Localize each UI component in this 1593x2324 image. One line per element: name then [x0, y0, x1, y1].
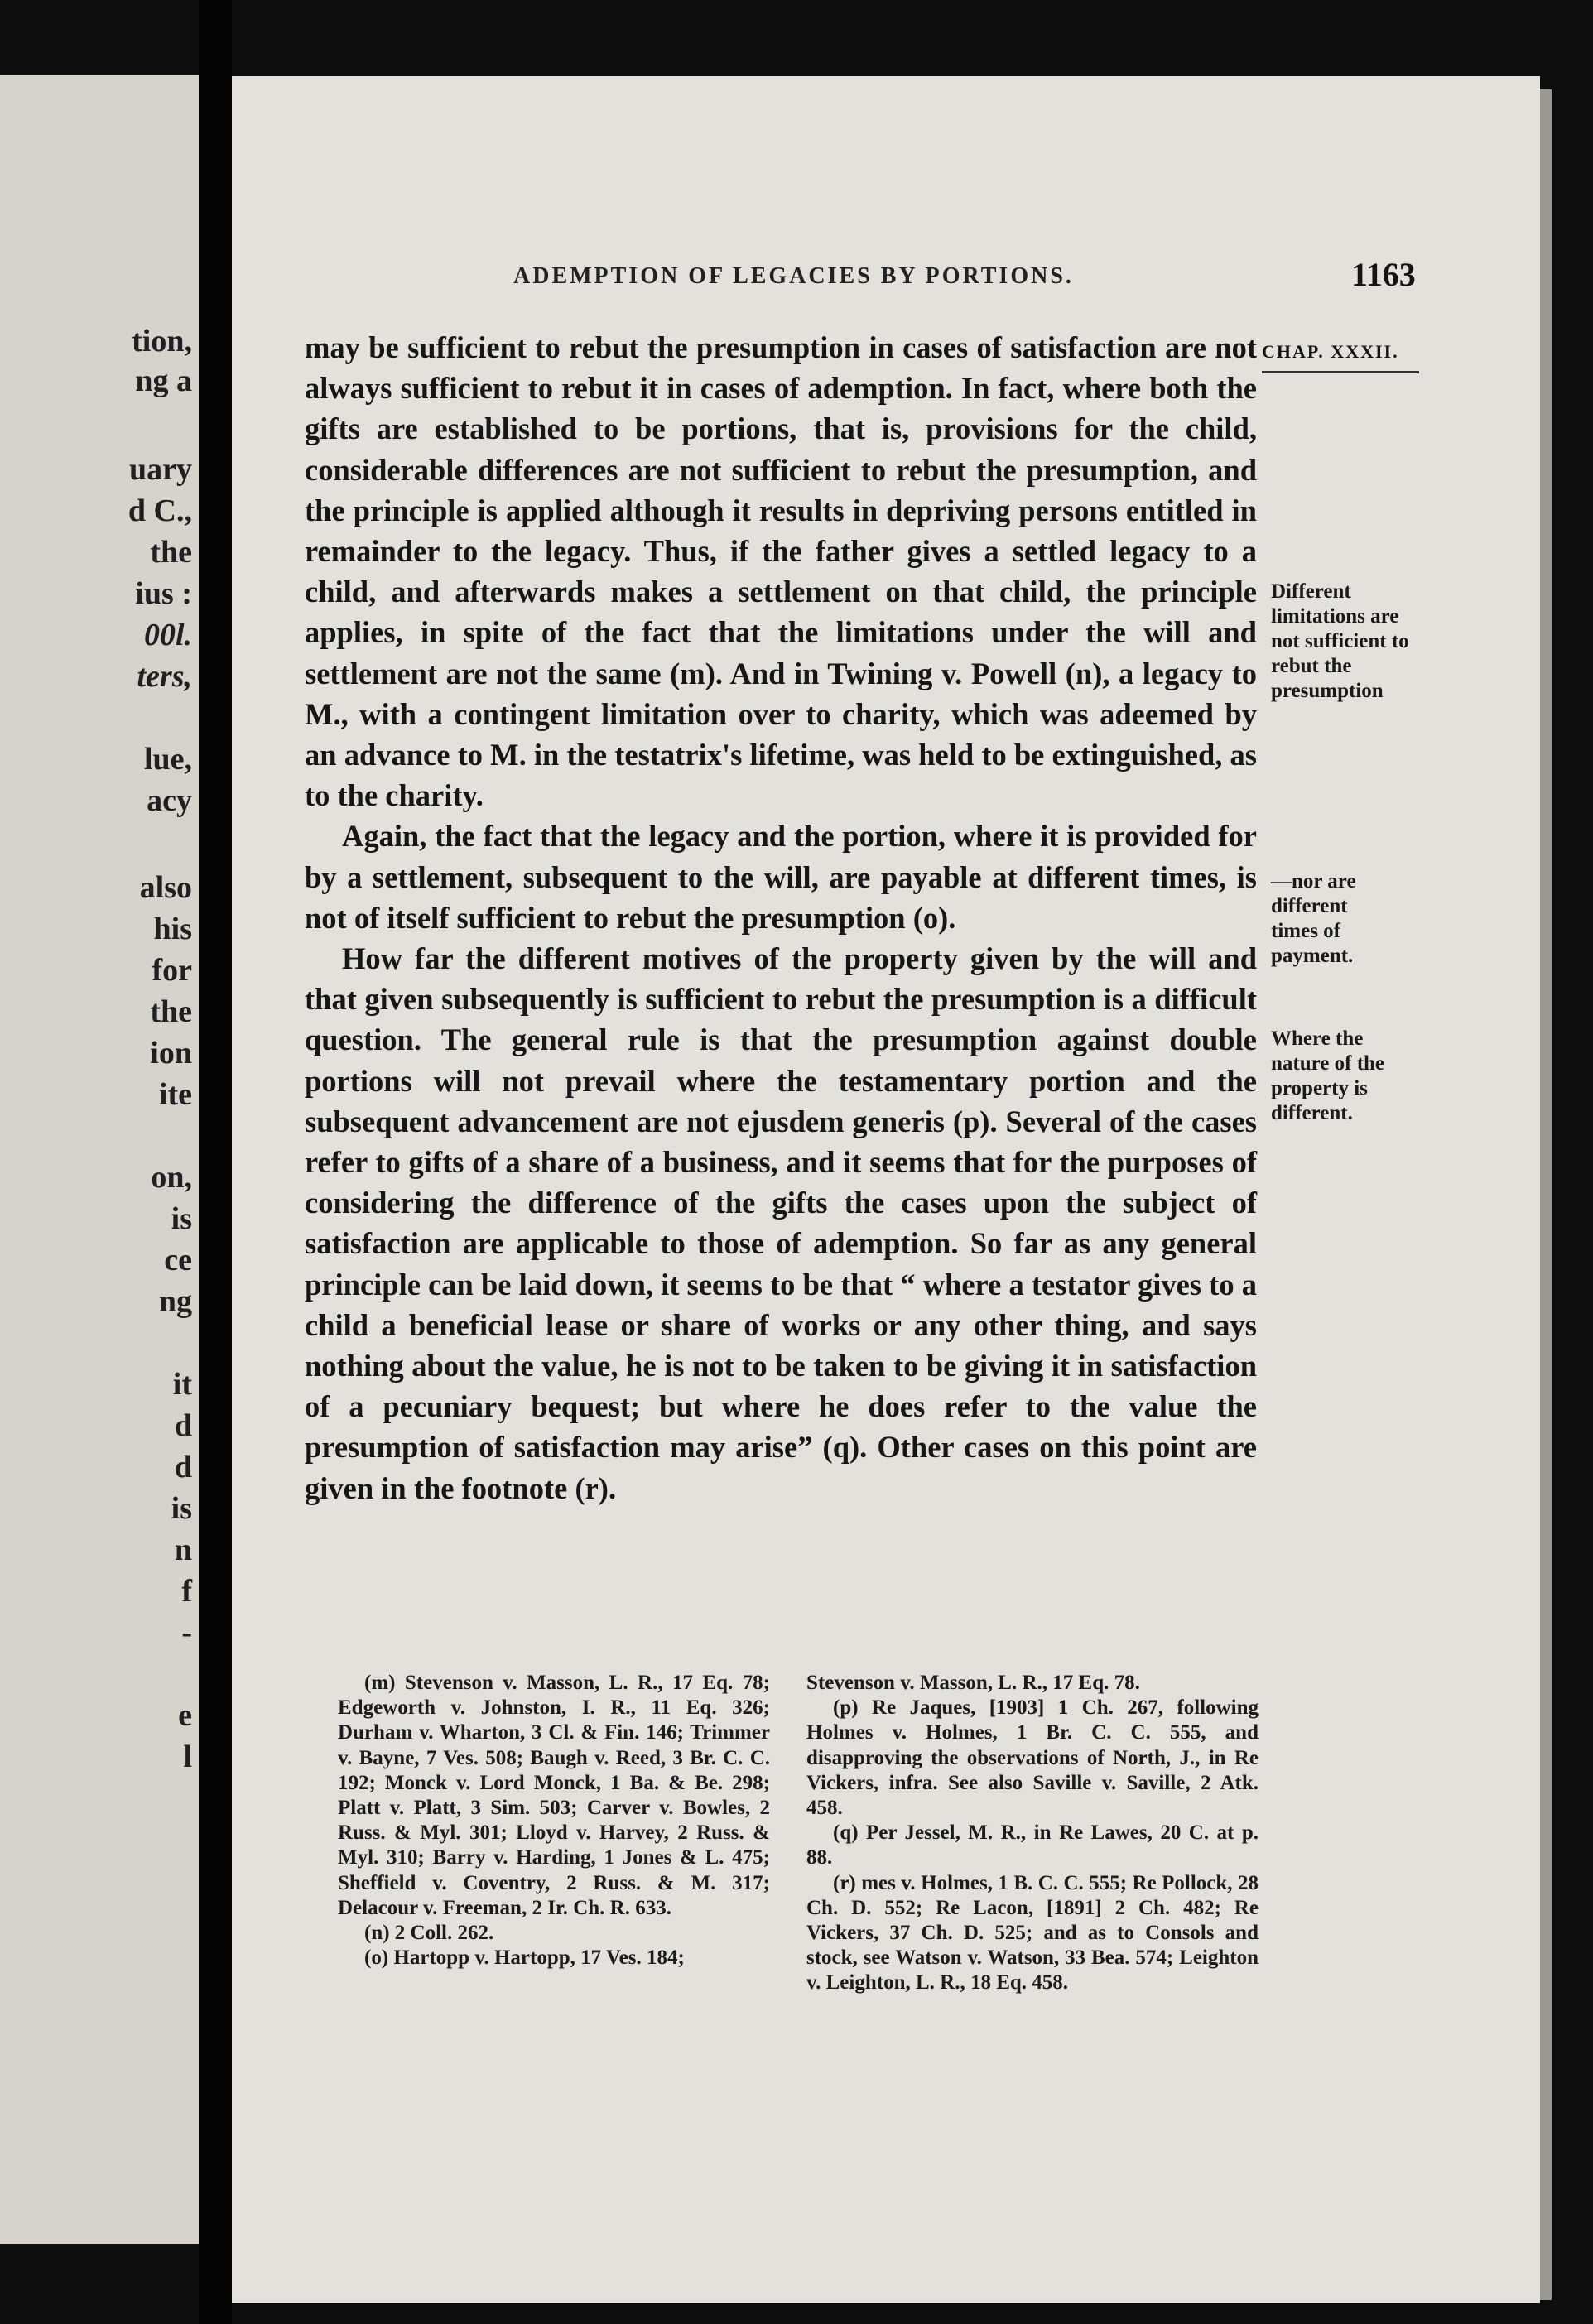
prev-page-text: is: [171, 1201, 192, 1236]
prev-page-text: l: [183, 1739, 192, 1774]
margin-note: Different limitations are not sufficient to rebut the presumption: [1271, 580, 1409, 702]
footnote: (o) Hartopp v. Hartopp, 17 Ves. 184;: [364, 1946, 685, 1970]
prev-page-text: n: [174, 1532, 192, 1567]
prev-page-text: e: [178, 1698, 192, 1733]
prev-page-text: lue,: [143, 742, 192, 777]
prev-page-text: it: [172, 1367, 192, 1402]
prev-page-text: tion,: [132, 324, 192, 358]
footnote: (q) Per Jessel, M. R., in Re Lawes, 20 C. at p. 88.: [806, 1821, 1259, 1869]
prev-page-text: d: [174, 1408, 192, 1443]
paragraph: may be sufficient to rebut the presumption in cases of satisfaction are not always sufficient to rebut it in cases of ademption. In fact, where both the gifts are established to be portions, that is, provisions for the child, considerable differences are not sufficient to rebut the presumption, and the principle is applied although it results in depriving persons entitled in remainder to the legacy. Thus, if the father gives a settled legacy to a child, and afterwards makes a settlement on that child, the principle applies, in spite of the fact that the limitations under the will and settlement are not the same (m). And in Twining v. Powell (n), a legacy to M., with a contingent limitation over to charity, which was adeemed by an advance to M. in the testatrix's lifetime, was held to be extinguished, as to the charity.: [305, 330, 1257, 813]
prev-page-text: is: [171, 1491, 192, 1526]
prev-page-text: ng: [158, 1284, 192, 1319]
footnote: Stevenson v. Masson, L. R., 17 Eq. 78.: [806, 1672, 1140, 1694]
prev-page-text: 00l.: [143, 618, 192, 652]
prev-page-text: f: [181, 1574, 192, 1609]
paragraph: Again, the fact that the legacy and the portion, where it is provided for by a settlement, subsequent to the will, are payable at different times, is not of itself sufficient to rebut the presumption (o).: [305, 819, 1257, 935]
prev-page-text: ng a: [135, 363, 192, 398]
prev-page-text: ion: [150, 1036, 192, 1071]
footnotes-left: [338, 1671, 770, 1970]
footnote: (p) Re Jaques, [1903] 1 Ch. 267, following Holmes v. Holmes, 1 Br. C. C. 555, and disapproving the observations of North, J., in Re Vickers, infra. See also Saville v. Saville, 2 Atk. 458.: [806, 1696, 1259, 1820]
footnote: (r) mes v. Holmes, 1 B. C. C. 555; Re Pollock, 28 Ch. D. 552; Re Lacon, [1891] 2 Ch. 482; Re Vickers, 37 Ch. D. 525; and as to Consols and stock, see Watson v. Watson, 33 Bea. 574; Leighton v. Leighton, L. R., 18 Eq. 458.: [806, 1871, 1259, 1994]
prev-page-text: ite: [158, 1077, 192, 1112]
prev-page-text: ce: [164, 1243, 192, 1277]
footnote: (n) 2 Coll. 262.: [364, 1922, 494, 1945]
footnotes-right: [806, 1671, 1259, 1996]
previous-page-fragment: [0, 75, 199, 2244]
prev-page-text: his: [153, 912, 192, 946]
prev-page-text: acy: [147, 783, 192, 818]
prev-page-text: the: [150, 994, 192, 1029]
running-head: ADEMPTION OF LEGACIES BY PORTIONS.: [513, 263, 1074, 289]
main-text: [305, 327, 1257, 1508]
prev-page-text: d C.,: [128, 493, 192, 528]
prev-page-text: the: [150, 535, 192, 570]
footnote: (m) Stevenson v. Masson, L. R., 17 Eq. 78; Edgeworth v. Johnston, I. R., 11 Eq. 326; Durham v. Wharton, 3 Cl. & Fin. 146; Trimmer v. Bayne, 7 Ves. 508; Baugh v. Reed, 3 Br. C. C. 192; Monck v. Lord Monck, 1 Ba. & Be. 298; Platt v. Platt, 3 Sim. 503; Carver v. Bowles, 2 Russ. & Myl. 301; Lloyd v. Harvey, 2 Russ. & Myl. 310; Barry v. Harding, 1 Jones & L. 475; Sheffield v. Coventry, 2 Russ. & M. 317; Delacour v. Freeman, 2 Ir. Ch. R. 633.: [338, 1672, 770, 1919]
page-edge: [1540, 89, 1552, 2300]
prev-page-text: d: [174, 1450, 192, 1484]
page-number: 1163: [1351, 256, 1416, 293]
paragraph: How far the different motives of the property given by the will and that given subsequently is sufficient to rebut the presumption is a difficult question. The general rule is that the presumption against double portions will not prevail where the testamentary portion and the subsequent advancement are not ejusdem generis (p). Several of the cases refer to gifts of a share of a business, and it seems that for the purposes of considering the difference of the gifts the cases upon the subject of satisfaction are applicable to those of ademption. So far as any general principle can be laid down, it seems to be that “ where a testator gives to a child a beneficial lease or share of works or any other thing, and says nothing about the value, he is not to be taken to be giving it in satisfaction of a pecuniary bequest; but where he does refer to the value the presumption of satisfaction may arise” (q). Other cases on this point are given in the footnote (r).: [305, 941, 1257, 1505]
prev-page-text: for: [152, 953, 192, 988]
prev-page-text: ters,: [137, 659, 192, 694]
prev-page-text: also: [139, 870, 192, 905]
chapter-heading: CHAP. XXXII.: [1262, 341, 1419, 373]
prev-page-text: ius :: [135, 576, 192, 611]
margin-note: —nor are different times of payment.: [1271, 870, 1356, 967]
book-gutter: [199, 0, 232, 2324]
prev-page-text: -: [181, 1615, 192, 1650]
margin-note: Where the nature of the property is different.: [1271, 1027, 1385, 1124]
prev-page-text: on,: [151, 1160, 192, 1195]
prev-page-text: uary: [129, 452, 192, 487]
